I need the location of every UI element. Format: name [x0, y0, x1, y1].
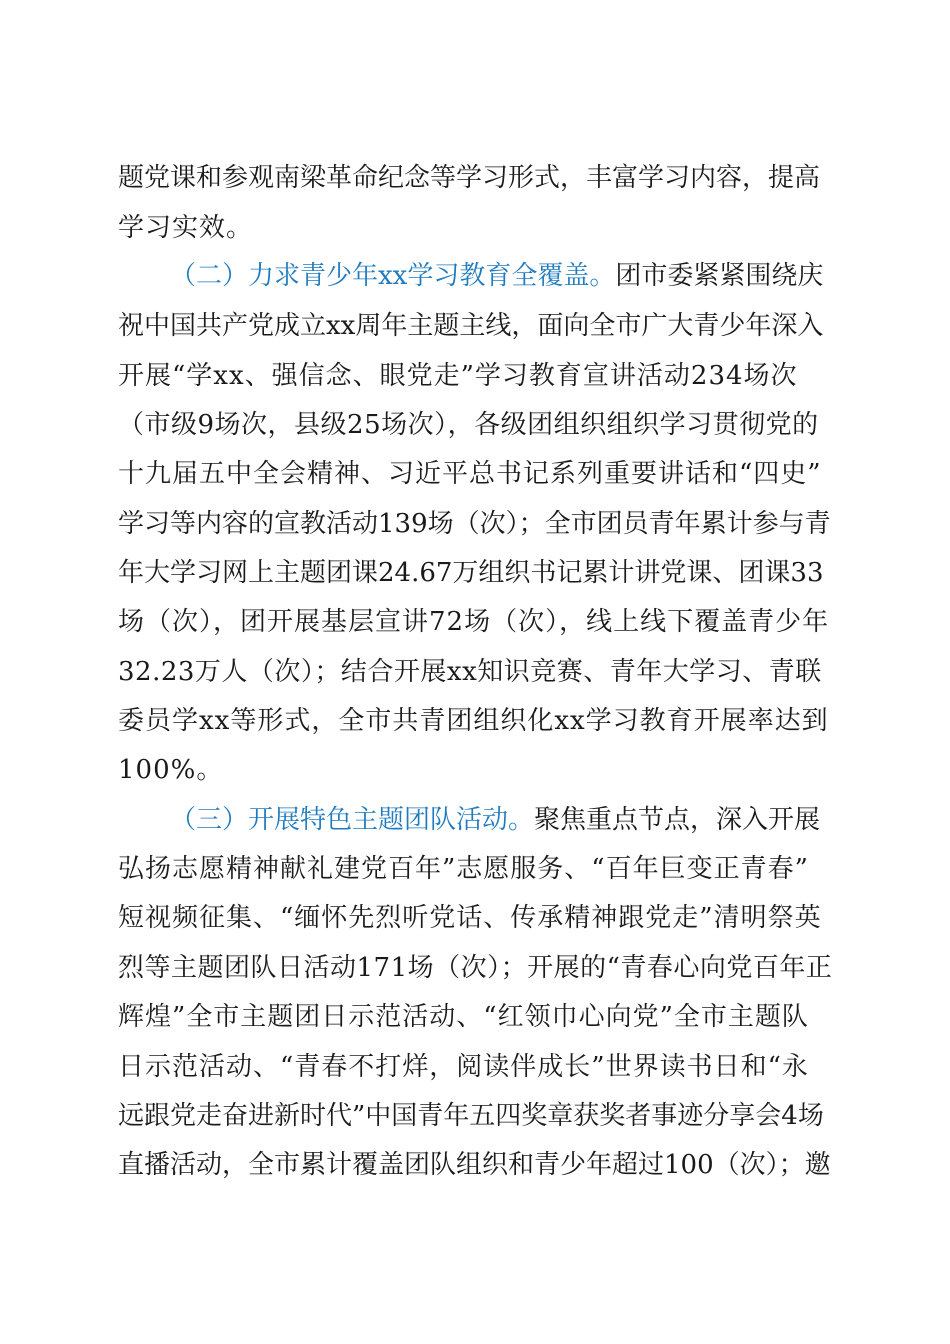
line-text: 题党课和参观南梁革命纪念等学习形式，丰富学习内容，提高 — [118, 163, 821, 193]
line-text: 直播活动，全市累计覆盖团队组织和青少年超过100（次）；邀 — [118, 1150, 831, 1180]
text-line — [118, 997, 832, 1037]
text-line — [118, 1096, 832, 1136]
line-text: （市级9场次，县级25场次），各级团组织组织学习贯彻党的 — [118, 410, 819, 440]
line-text: 学习实效。 — [118, 213, 254, 243]
line-text: 团市委紧紧围绕庆 — [615, 261, 824, 291]
text-line — [118, 306, 832, 346]
text-line — [118, 158, 832, 198]
text-line — [118, 948, 832, 988]
text-line — [118, 405, 832, 445]
line-text: 聚焦重点节点，深入开展 — [534, 805, 821, 835]
line-text: 开展“学xx、强信念、眼党走”学习教育宣讲活动234场次 — [118, 361, 798, 391]
section-heading-line — [170, 256, 832, 296]
line-text: 辉煌”全市主题团日示范活动、“红领巾心向党”全市主题队 — [118, 1002, 809, 1032]
line-text: 年大学习网上主题团课24.67万组织书记累计讲党课、团课33 — [118, 558, 824, 588]
line-text: 日示范活动、“青春不打烊，阅读伴成长”世界读书日和“永 — [118, 1052, 809, 1082]
text-line — [118, 454, 832, 494]
text-line — [118, 504, 832, 544]
line-text: 委员学xx等形式，全市共青团组织化xx学习教育开展率达到 — [118, 706, 829, 736]
line-text: 场（次），团开展基层宣讲72场（次），线上线下覆盖青少年 — [118, 607, 830, 637]
line-text: 32.23万人（次）；结合开展xx知识竞赛、青年大学习、青联 — [118, 657, 822, 687]
section-heading: （二）力求青少年xx学习教育全覆盖。 — [170, 261, 616, 291]
text-line — [118, 1047, 832, 1087]
section-heading-line — [170, 800, 832, 840]
text-line — [118, 208, 832, 248]
section-heading: （三）开展特色主题团队活动。 — [170, 805, 535, 835]
line-text: 烈等主题团队日活动171场（次）；开展的“青春心向党百年正 — [118, 953, 833, 983]
line-text: 短视频征集、“缅怀先烈听党话、传承精神跟党走”清明祭英 — [118, 903, 822, 933]
text-line — [118, 898, 832, 938]
text-line — [118, 652, 832, 692]
text-line — [118, 602, 832, 642]
line-text: 十九届五中全会精神、习近平总书记系列重要讲话和“四史” — [118, 459, 822, 489]
text-line — [118, 701, 832, 741]
text-line — [118, 553, 832, 593]
line-text: 100%。 — [118, 755, 224, 785]
text-line — [118, 356, 832, 396]
line-text: 学习等内容的宣教活动139场（次）；全市团员青年累计参与青 — [118, 509, 831, 539]
line-text: 弘扬志愿精神献礼建党百年”志愿服务、“百年巨变正青春” — [118, 854, 809, 884]
text-line — [118, 750, 832, 790]
line-text: 远跟党走奋进新时代”中国青年五四奖章获奖者事迹分享会4场 — [118, 1101, 824, 1131]
text-line — [118, 1145, 832, 1185]
line-text: 祝中国共产党成立xx周年主题主线，面向全市广大青少年深入 — [118, 311, 824, 341]
text-line — [118, 849, 832, 889]
